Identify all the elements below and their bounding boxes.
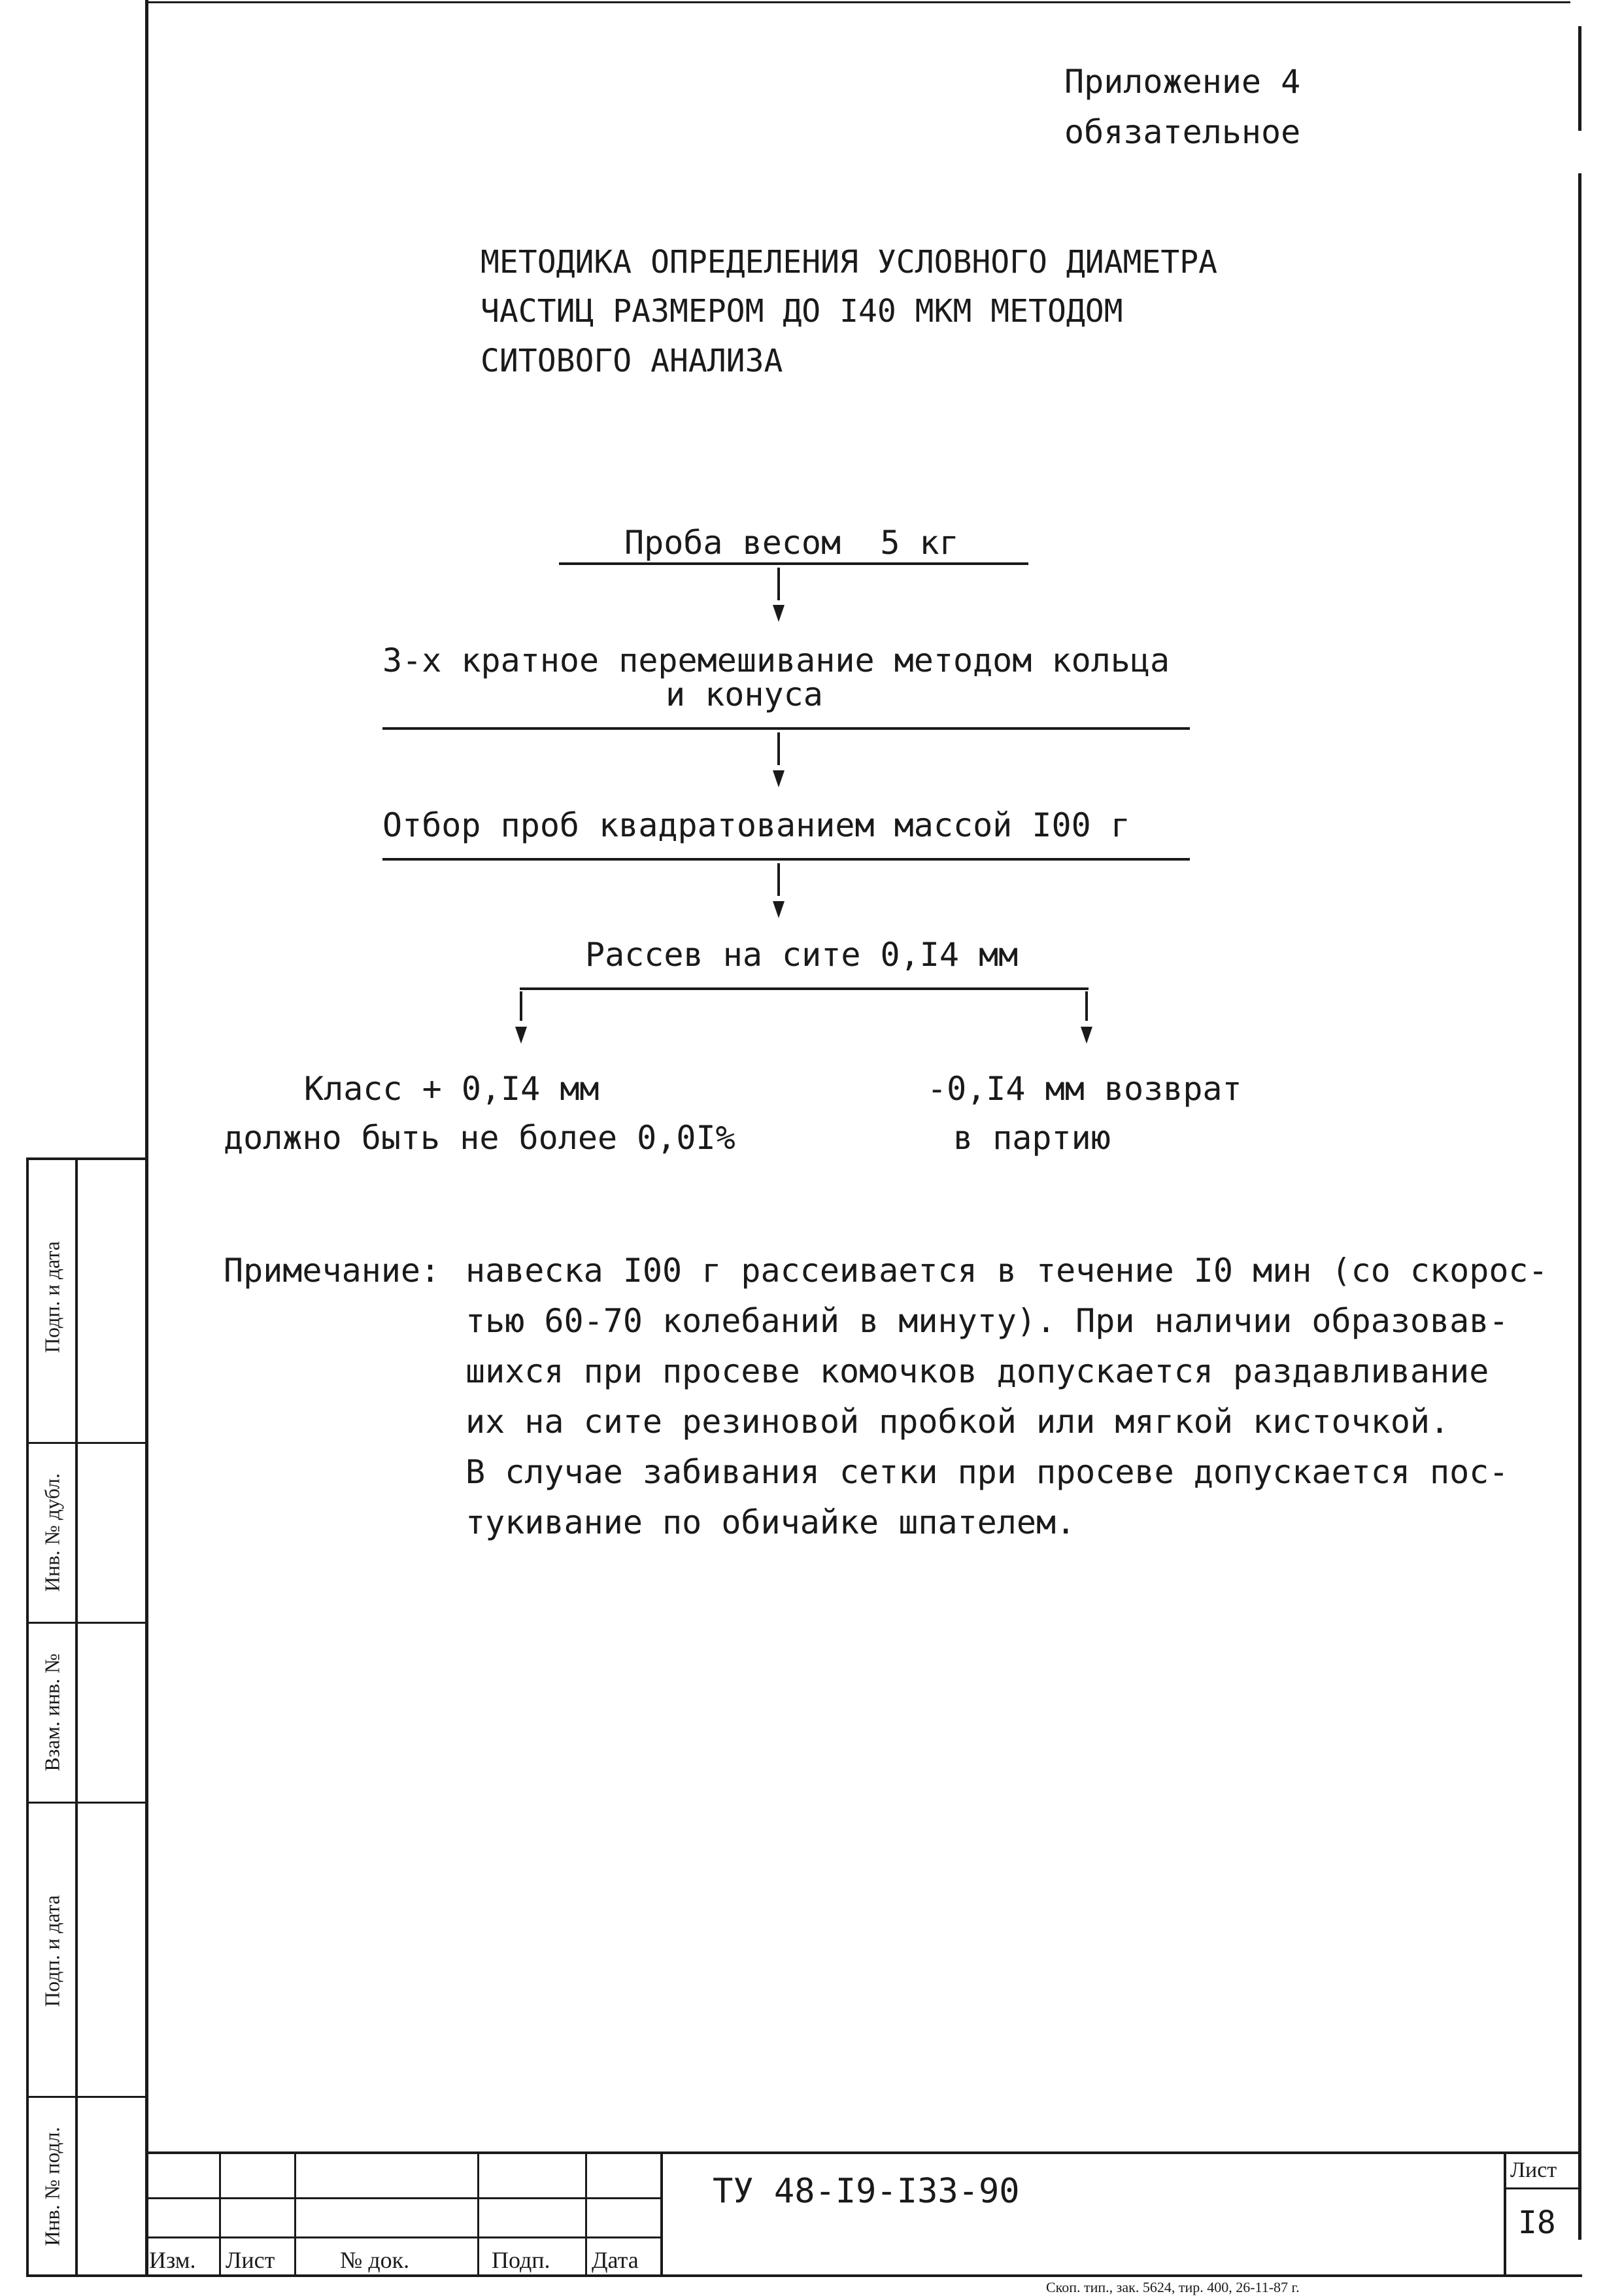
side-outer-line <box>26 1157 29 2276</box>
flow-step-2-line1: 3-х кратное перемешивание методом кольца <box>382 642 1170 679</box>
printer-note: Скоп. тип., зак. 5624, тир. 400, 26-11-87 г. <box>1046 2279 1300 2295</box>
flow-left-line1: Класс + 0,I4 мм <box>304 1070 600 1108</box>
note-line-3: шихся при просеве комочков допускается раздавливание <box>465 1352 1489 1390</box>
side-div-3 <box>26 1802 145 1804</box>
note-line-2: тью 60-70 колебаний в минуту). При наличии образовав- <box>465 1302 1509 1340</box>
flow-arrow-right <box>1081 1027 1092 1044</box>
stamp-sheet-label: Лист <box>1510 2158 1557 2182</box>
side-mid-line <box>75 1157 78 2276</box>
stamp-col-6 <box>1504 2151 1506 2276</box>
stamp-sheet-divider <box>1504 2187 1580 2189</box>
side-label-inv-dubl: Инв. № дубл. <box>40 1473 64 1592</box>
stamp-izm: Изм. <box>149 2247 196 2273</box>
stamp-col-2 <box>294 2151 296 2276</box>
note-label: Примечание: <box>224 1252 441 1290</box>
title-line-1: МЕТОДИКА ОПРЕДЕЛЕНИЯ УСЛОВНОГО ДИАМЕТРА <box>481 244 1218 281</box>
flow-step-2-line2: и конуса <box>666 676 823 713</box>
stamp-col-5 <box>660 2151 663 2276</box>
stamp-doc-code: ТУ 48-I9-I33-90 <box>713 2172 1020 2211</box>
note-line-1: навеска I00 г рассеивается в течение I0 мин (со скорос- <box>465 1252 1548 1290</box>
stamp-data: Дата <box>592 2247 639 2273</box>
flow-connector-1 <box>777 568 780 600</box>
flow-right-line2: в партию <box>953 1119 1111 1157</box>
appendix-label: Приложение 4 <box>1064 63 1301 101</box>
flow-arrow-1 <box>773 605 785 622</box>
flow-arrow-2 <box>773 770 785 787</box>
side-label-vzam-inv: Взам. инв. № <box>40 1653 64 1772</box>
stamp-col-4 <box>585 2151 587 2276</box>
flow-step-2-line <box>382 727 1190 730</box>
frame-right-mark <box>1578 26 1581 131</box>
flow-arrow-3 <box>773 901 785 918</box>
flow-step-4: Рассев на сите 0,I4 мм <box>585 936 1019 974</box>
flow-connector-left <box>520 991 522 1021</box>
stamp-podp: Подп. <box>492 2247 550 2273</box>
flow-right-line1: -0,I4 мм возврат <box>927 1070 1242 1108</box>
side-div-4 <box>26 2096 145 2098</box>
stamp-sheet-number: I8 <box>1518 2204 1556 2241</box>
stamp-col-3 <box>477 2151 479 2276</box>
note-line-4: их на сите резиновой пробкой или мягкой кисточкой. <box>465 1403 1450 1441</box>
flow-connector-3 <box>777 863 780 896</box>
flow-step-1: Проба весом 5 кг <box>624 524 959 562</box>
frame-left-line <box>145 0 148 2276</box>
stamp-row-line-2 <box>145 2236 662 2238</box>
side-label-podp-data-1: Подп. и дата <box>40 1241 64 1353</box>
note-line-5: В случае забивания сетки при просеве допускается пос- <box>465 1453 1509 1491</box>
flow-step-1-line <box>559 562 1028 565</box>
flow-connector-2 <box>777 732 780 765</box>
frame-right-line <box>1578 173 1581 2240</box>
frame-bottom-line <box>26 2274 1582 2277</box>
flow-step-3-line <box>382 858 1190 861</box>
stamp-col-1 <box>219 2151 221 2276</box>
stamp-list: Лист <box>226 2247 275 2273</box>
appendix-status: обязательное <box>1064 113 1301 151</box>
title-line-2: ЧАСТИЦ РАЗМЕРОМ ДО I40 МКМ МЕТОДОМ <box>481 293 1123 330</box>
flow-split-line <box>520 987 1089 990</box>
side-label-podp-data-2: Подп. и дата <box>40 1895 64 2007</box>
stamp-top-line <box>145 2151 1580 2154</box>
flow-left-line2: должно быть не более 0,0I% <box>224 1119 735 1157</box>
side-div-2 <box>26 1622 145 1624</box>
flow-arrow-left <box>515 1027 527 1044</box>
title-line-3: СИТОВОГО АНАЛИЗА <box>481 343 783 379</box>
side-top-line <box>26 1157 145 1160</box>
flow-connector-right <box>1085 991 1088 1021</box>
stamp-doc-no: № док. <box>340 2247 410 2273</box>
stamp-row-line-1 <box>145 2197 662 2199</box>
note-line-6: тукивание по обичайке шпателем. <box>465 1503 1076 1541</box>
flow-step-3: Отбор проб квадратованием массой I00 г <box>382 806 1130 844</box>
side-div-1 <box>26 1442 145 1444</box>
side-label-inv-podl: Инв. № подл. <box>40 2127 64 2246</box>
frame-top-line <box>145 1 1570 3</box>
